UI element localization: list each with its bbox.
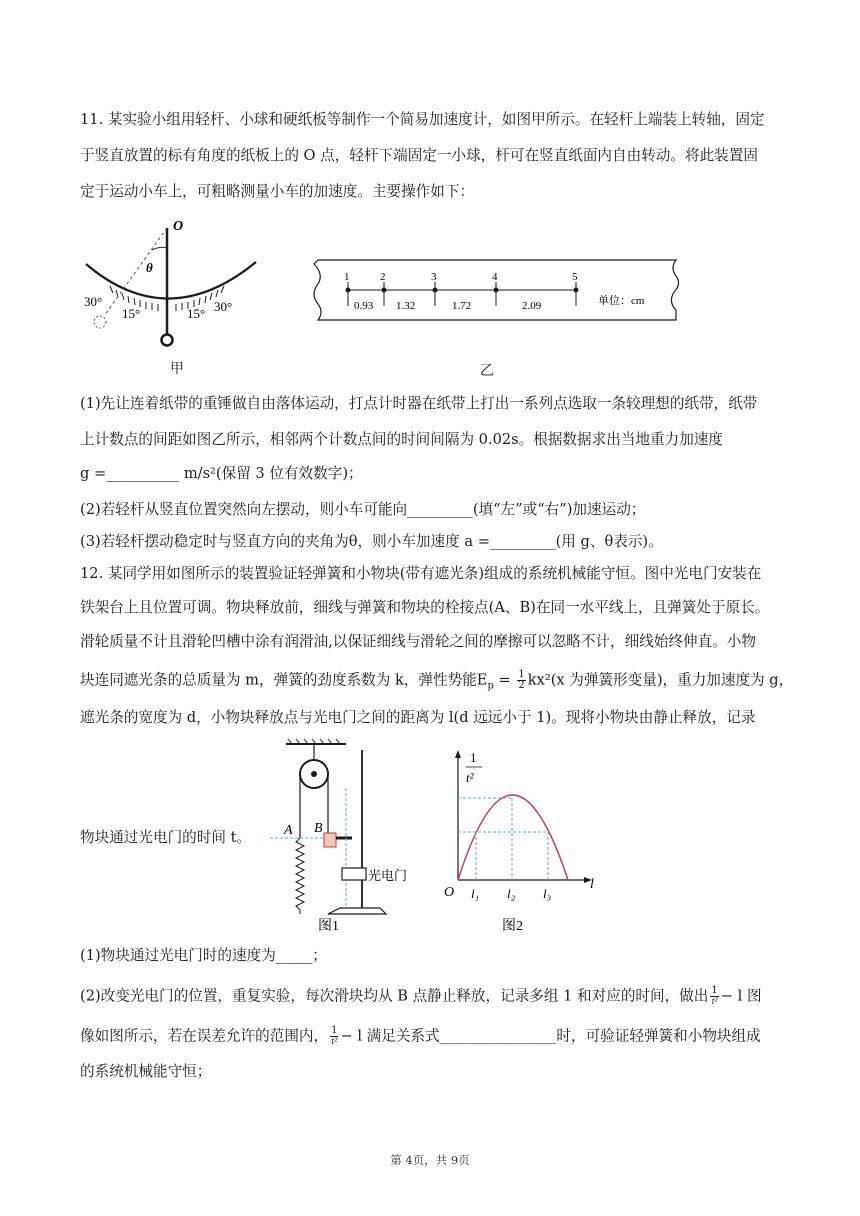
label-right-30: 30° — [214, 299, 233, 314]
y-label-num: 1 — [470, 750, 477, 765]
half-fraction: $\frac{1}{2}$ — [518, 669, 525, 691]
distance-3-4: 1.72 — [452, 300, 472, 312]
tick-l1: l₁ — [471, 886, 480, 901]
origin-O: O — [444, 885, 455, 900]
ball — [162, 335, 173, 346]
unit-label: 单位：cm — [598, 295, 645, 307]
caption-yi: 乙 — [480, 363, 494, 379]
q12-s2-line-3: 的系统机械能守恒； — [80, 1063, 212, 1080]
q12-line-4-start: 块连同遮光条的总质量为 m，弹簧的劲度系数为 k，弹性势能E — [80, 671, 488, 689]
q12-s2-line-1-text: (2)改变光电门的位置，重复实验，每次滑块均从 B 点静止释放，记录多组 1 和对应的时间，做出 — [80, 987, 709, 1005]
photogate — [342, 868, 366, 880]
q12-line-4: 块连同遮光条的总质量为 m，弹簧的劲度系数为 k，弹性势能$E_p$ = $\frac{1}{2}$ kx²(x 为弹簧形变量)，重力加速度为 g， — [80, 669, 794, 692]
q12-s2-line-2-end: − l 满足关系式________________时，可验证轻弹簧和小物块组成 — [340, 1027, 761, 1045]
q12-line-6: 物块通过光电门的时间 t。 — [80, 829, 252, 846]
point-4: 4 — [492, 271, 498, 283]
figure-yi — [304, 254, 684, 328]
protractor-arc — [86, 262, 256, 299]
distance-2-3: 1.32 — [396, 300, 416, 312]
caption-jia: 甲 — [170, 361, 184, 377]
q11-line-3: 定于运动小车上，可粗略测量小车的加速度。主要操作如下： — [80, 183, 475, 200]
dashed-rod — [104, 228, 167, 316]
q12-line-2: 铁架台上且位置可调。物块释放前，细线与弹簧和物块的栓接点(A、B)在同一水平线上，且弹簧处于原长。 — [80, 599, 770, 616]
q11-s1-line-3: g =__________ m/s²(保留 3 位有效数字)； — [80, 465, 363, 482]
q11-s1-line-1: (1)先让连着纸带的重锤做自由落体运动，打点计时器在纸带上打出一系列点选取一条较理想的纸带，纸带 — [80, 395, 758, 412]
point-1: 1 — [344, 271, 350, 283]
caption-fig2: 图2 — [502, 919, 523, 932]
q12-s2-line-1-end: − l 图 — [720, 987, 762, 1005]
x-axis-label: l — [590, 877, 594, 892]
block — [324, 833, 336, 847]
q12-line-1: 12. 某同学用如图所示的装置验证轻弹簧和小物块(带有遮光条)组成的系统机械能守恒。图中光电门安装在 — [80, 565, 762, 582]
tick-l3: l₃ — [543, 886, 552, 901]
label-A: A — [284, 823, 293, 838]
figure-2 — [440, 740, 610, 932]
q11-s3: (3)若轻杆摆动稳定时与竖直方向的夹角为θ，则小车加速度 a =_________(用 g、θ表示)。 — [80, 533, 663, 550]
dashed-ball — [94, 316, 106, 328]
q12-line-3: 滑轮质量不计且滑轮凹槽中涂有润滑油,以保证细线与滑轮之间的摩擦可以忽略不计，细线始终伸直。小物 — [80, 633, 756, 650]
q11-s1-line-2: 上计数点的间距如图乙所示，相邻两个计数点间的时间间隔为 0.02s。根据数据求出当地重力加速度 — [80, 431, 723, 448]
q12-line-5: 遮光条的宽度为 d，小物块释放点与光电门之间的距离为 l(d 远远小于 1)。现将小物块由静止释放，记录 — [80, 709, 756, 726]
tick-l2: l₂ — [507, 886, 516, 901]
q11-s2: (2)若轻杆从竖直位置突然向左摆动，则小车可能向_________(填“左”或“右”)加速运动； — [80, 501, 646, 518]
q12-s2-line-2-start: 像如图所示，若在误差允许的范围内， — [80, 1027, 329, 1045]
q12-line-4-end: kx²(x 为弹簧形变量)，重力加速度为 g， — [527, 671, 794, 689]
caption-fig1: 图1 — [318, 919, 339, 932]
label-theta: θ — [146, 260, 153, 275]
label-O: O — [173, 219, 184, 234]
label-left-30: 30° — [84, 294, 103, 309]
y-label-den: t² — [466, 770, 474, 785]
point-3: 3 — [431, 271, 437, 283]
q11-line-2: 于竖直放置的标有角度的纸板上的 O 点，轻杆下端固定一小球，杆可在竖直纸面内自由转动。将此装置固 — [80, 147, 758, 164]
point-2: 2 — [380, 271, 386, 283]
q12-s1: (1)物块通过光电门时的速度为_____； — [80, 947, 327, 964]
distance-4-5: 2.09 — [522, 300, 542, 312]
inv-t2-fraction-1: $\frac{1}{\text{t²}}$ — [711, 985, 718, 1007]
distance-1-2: 0.93 — [354, 300, 374, 312]
point-5: 5 — [572, 271, 578, 283]
spring — [296, 838, 304, 914]
label-right-15: 15° — [187, 306, 206, 321]
label-left-15: 15° — [122, 306, 141, 321]
parabola-curve — [458, 795, 568, 880]
q12-s2-line-1 — [80, 986, 782, 1007]
q11-line-1: 11. 某实验小组用轻杆、小球和硬纸板等制作一个简易加速度计，如图甲所示。在轻杆上端装上转轴，固定 — [80, 111, 765, 128]
page-footer: 第 4页，共 9页 — [390, 1153, 470, 1167]
label-photogate: 光电门 — [368, 868, 408, 883]
inv-t2-fraction-2: $\frac{1}{\text{t²}}$ — [331, 1025, 338, 1047]
q12-s2-line-2 — [80, 1026, 782, 1047]
figure-jia — [80, 214, 260, 374]
figure-1 — [268, 738, 418, 932]
label-B: B — [314, 821, 323, 836]
